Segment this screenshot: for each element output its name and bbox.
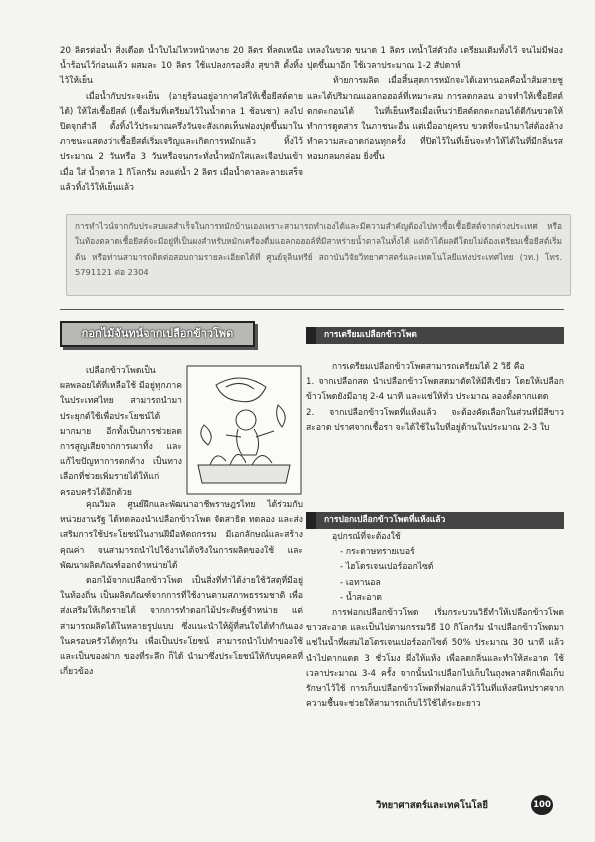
- top-right-column: [307, 44, 563, 166]
- paragraph: เมื่อน้ำกับประจะเย็น (อายุร้อนอยู่อากาศใส่ให้เชื้อยีสต์ตายได้) ให้ใส่เชื้อยีสต์ (เชื้อเริ่มที่เตรียมไว้ในน้ำตาล 1 ช้อนชา) ลงไป ปิดจุกสำลี ตั้งทิ้งไว้ประมาณครึ่งวันจะสังเกตเห็นฟองปุดขึ้นมาในภาชนะแสดงว่าเชื้อยีสต์เริ่มเจริญและเกิดการหมักแล้ว ทิ้งไว้ประมาณ 2 วันหรือ 3 วันหรือจนกระทั่งน้ำหมักใสและเจือปนเข้าเมื่อ ใส่ น้ำตาล 1 กิโลกรัม ลงแต่น้ำ 2 ลิตร เมื่อน้ำตาลละลายเสร็จแล้วทิ้งไว้ให้เย็นแล้ว: [60, 91, 303, 193]
- magazine-name: วิทยาศาสตร์และเทคโนโลยี: [376, 800, 488, 811]
- page-number: 100: [531, 795, 553, 815]
- paragraph: เปลือกข้าวโพดเป็นผลพลอยได้ที่เหลือใช้ มีอยู่ทุกภาคในประเทศไทย สามารถนำมาประยุกต์ใช้เพื่อประโยชน์ได้มากมาย อีกทั้งเป็นการช่วยลดการสูญเสียจากการเผาทิ้ง และแก้ไขปัญหาการตกค้าง เป็นทางเลือกที่ช่วยเพิ่มรายได้ให้แก่ครอบครัวได้อีกด้วย: [60, 366, 182, 498]
- paragraph: การฟอกเปลือกข้าวโพด เริ่มกระบวนวิธีทำให้เปลือกข้าวโพดขาวสะอาด และเป็นไปตามกรรมวิธี 10 กิโลกรัม นำเปลือกข้าวโพดมาแช่ในน้ำที่ผสมไฮโดรเจนเปอร์ออกไซด์ 50% ประมาณ 30 นาที แล้วนำไปตากแดด 3 ชั่วโมง ผึ่งให้แห้ง เพื่อลดกลิ่นและทำให้สะอาด ใช้เวลาประมาณ 3-4 ครั้ง จากนั้นนำเปลือกไปเก็บในถุงพลาสติกเพื่อเก็บรักษาไว้ใช้ การเก็บเปลือกข้าวโพดที่ฟอกแล้วไว้ในที่แห้งสนิทปราศจากความชื้นจะช่วยให้สามารถเก็บไว้ใช้ได้ระยะยาว: [306, 608, 564, 710]
- page-footer: [368, 795, 568, 815]
- right-lower-column-1: [306, 360, 564, 436]
- left-lower-column: [60, 498, 303, 680]
- right-lower-column-2: [306, 530, 564, 712]
- paragraph: คุณวิมล ศูนย์ฝึกและพัฒนาอาชีพราษฎรไทย ได้ร่วมกับหน่วยงานรัฐ ได้ทดลองนำเปลือกข้าวโพด จัดสาธิต ทดลอง และส่งเสริมการใช้ประโยชน์ในงานฝีมือหัตถกรรม มีเอกลักษณ์และสร้างคุณค่า จนสามารถนำไปใช้งานได้จริงในการผลิตของใช้ และพัฒนาผลิตภัณฑ์ออกจำหน่ายได้: [60, 500, 303, 571]
- paragraph: ท้ายการผลิต เมื่อสิ้นสุดการหมักจะได้เอทานอลคือน้ำส้มสายชูและได้ปริมาณแอลกอฮอล์ที่เหมาะสม การลดกลอน อาจทำให้เชื้อยีสต์ตกตะกอนได้ ในที่เย็นหรือเมื่อเห็นว่ายีสต์ตกตะกอนได้ดีกันขวดให้ทำการดูดสาร ในภาชนะอื่น แต่เมื่ออายุครบ ขวดที่จะนำมาใส่ต้องล้างทำความสะอาดก่อนทุกครั้ง ที่ปิดไว้ในที่เย็นจะทำให้ได้ในที่มีกลิ่นรสหอมกลมกล่อม ยิ่งขึ้น: [307, 76, 563, 163]
- list-item: - น้ำสะอาด: [340, 591, 564, 606]
- equipment-list: [306, 545, 564, 606]
- section-divider: [60, 309, 564, 310]
- list-item: - เอทานอล: [340, 576, 564, 591]
- section-title-corn-husk-flowers: กอกไม้จันทน์จากเปลือกข้าวโพด: [60, 321, 255, 347]
- info-note-box: [66, 214, 571, 296]
- paragraph: 20 ลิตรต่อน้ำ สิ่งเดือด น้ำใบไม่ไหวหน้าหงาย 20 ลิตร ที่ลดเหนือน้ำร้อนไว้ก่อนแล้ว ผสมละ 10 ลิตร ใช้แปลงกรองสิ่ง สุขาสิ ตั้งทิ้งไว้ให้เย็น: [60, 46, 303, 87]
- list-item: - กระดาษทรายเบอร์: [340, 545, 564, 560]
- top-left-column: [60, 44, 303, 196]
- corn-husk-illustration: [186, 365, 302, 495]
- paragraph: การเตรียมเปลือกข้าวโพดสามารถเตรียมได้ 2 วิธี คือ: [332, 362, 525, 372]
- intro-column: [60, 364, 182, 501]
- section-title-dried-husk: การปอกเปลือกข้าวโพดที่แห้งแล้ว: [306, 512, 564, 529]
- section-title-prepare-husk: การเตรียมเปลือกข้าวโพด: [306, 327, 564, 344]
- note-text: การทำไวน์จากกับประสบผลสำเร็จในการหมักบ้านเองเพราะสามารถทำเองได้และมีความสำคัญต้องไปหาซื้อเชื้อยีสต์จากต่างประเทศ หรือในท้องตลาดเชื้อยีสต์จะมีอยู่ที่เป็นผงสำหรับหมักเครื่องดื่มแอลกอฮอล์ที่มีสาหร่ายน้ำตาลในทั้งได้ แต่ถ้าได้ผลดีโดยไม่ต้องเตรียมเชื้อยีสต์เริ่มต้น หรือท่านสามารถติดต่อสอบถามรายละเอียดได้ที่ ศูนย์จุลินทรีย์ สถาบันวิจัยวิทยาศาสตร์และเทคโนโลยีแห่งประเทศไทย (วท.) โทร. 5791121 ต่อ 2304: [75, 221, 562, 278]
- equipment-label: อุปกรณ์ที่จะต้องใช้: [332, 532, 401, 542]
- method-item: 2. จากเปลือกข้าวโพดที่แห้งแล้ว จะต้องคัดเลือกในส่วนที่มีสีขาวสะอาด ปราศจากเชื้อรา จะได้ใช้ในใบที่อยู่ด้านในประมาณ 2-3 ใบ: [306, 407, 564, 433]
- paragraph: ดอกไม้จากเปลือกข้าวโพด เป็นสิ่งที่ทำได้ง่ายใช้วัสดุที่มีอยู่ในท้องถิ่น เป็นผลิตภัณฑ์จากการที่ใช้งานตามสภาพธรรมชาติ เพื่อส่งเสริมให้เกิดรายได้ จากการทำดอกไม้ประดิษฐ์จำหน่าย แต่สามารถผลิตได้ในหลายรูปแบบ ซึ่งแนะนำให้ผู้ที่สนใจได้ทำกันเองในครอบครัวได้ทุกวัน เพื่อเป็นประโยชน์ สามารถนำไปทำของใช้และเป็นของฝาก ของที่ระลึก ก็ได้ นำมาซึ่งประโยชน์ให้กับบุคคลที่เกี่ยวข้อง: [60, 576, 303, 678]
- method-item: 1. จากเปลือกสด นำเปลือกข้าวโพดสดมาตัดให้มีสีเขียว โดยให้เปลือกข้าวโพดยังมีอายุ 2-4 นาที และแช่ให้ทั่ว ประมาณ ลองตั้งตากแดด: [306, 377, 564, 403]
- paragraph: เทลงในขวด ขนาด 1 ลิตร เทน้ำใส่ตัวถัง เตรียมเติมทั้งไว้ จนไม่มีฟองปุดขึ้นมาอีก ใช้เวลาประมาณ 1-2 สัปดาห์: [307, 46, 563, 72]
- list-item: - ไฮโดรเจนเปอร์ออกไซด์: [340, 560, 564, 575]
